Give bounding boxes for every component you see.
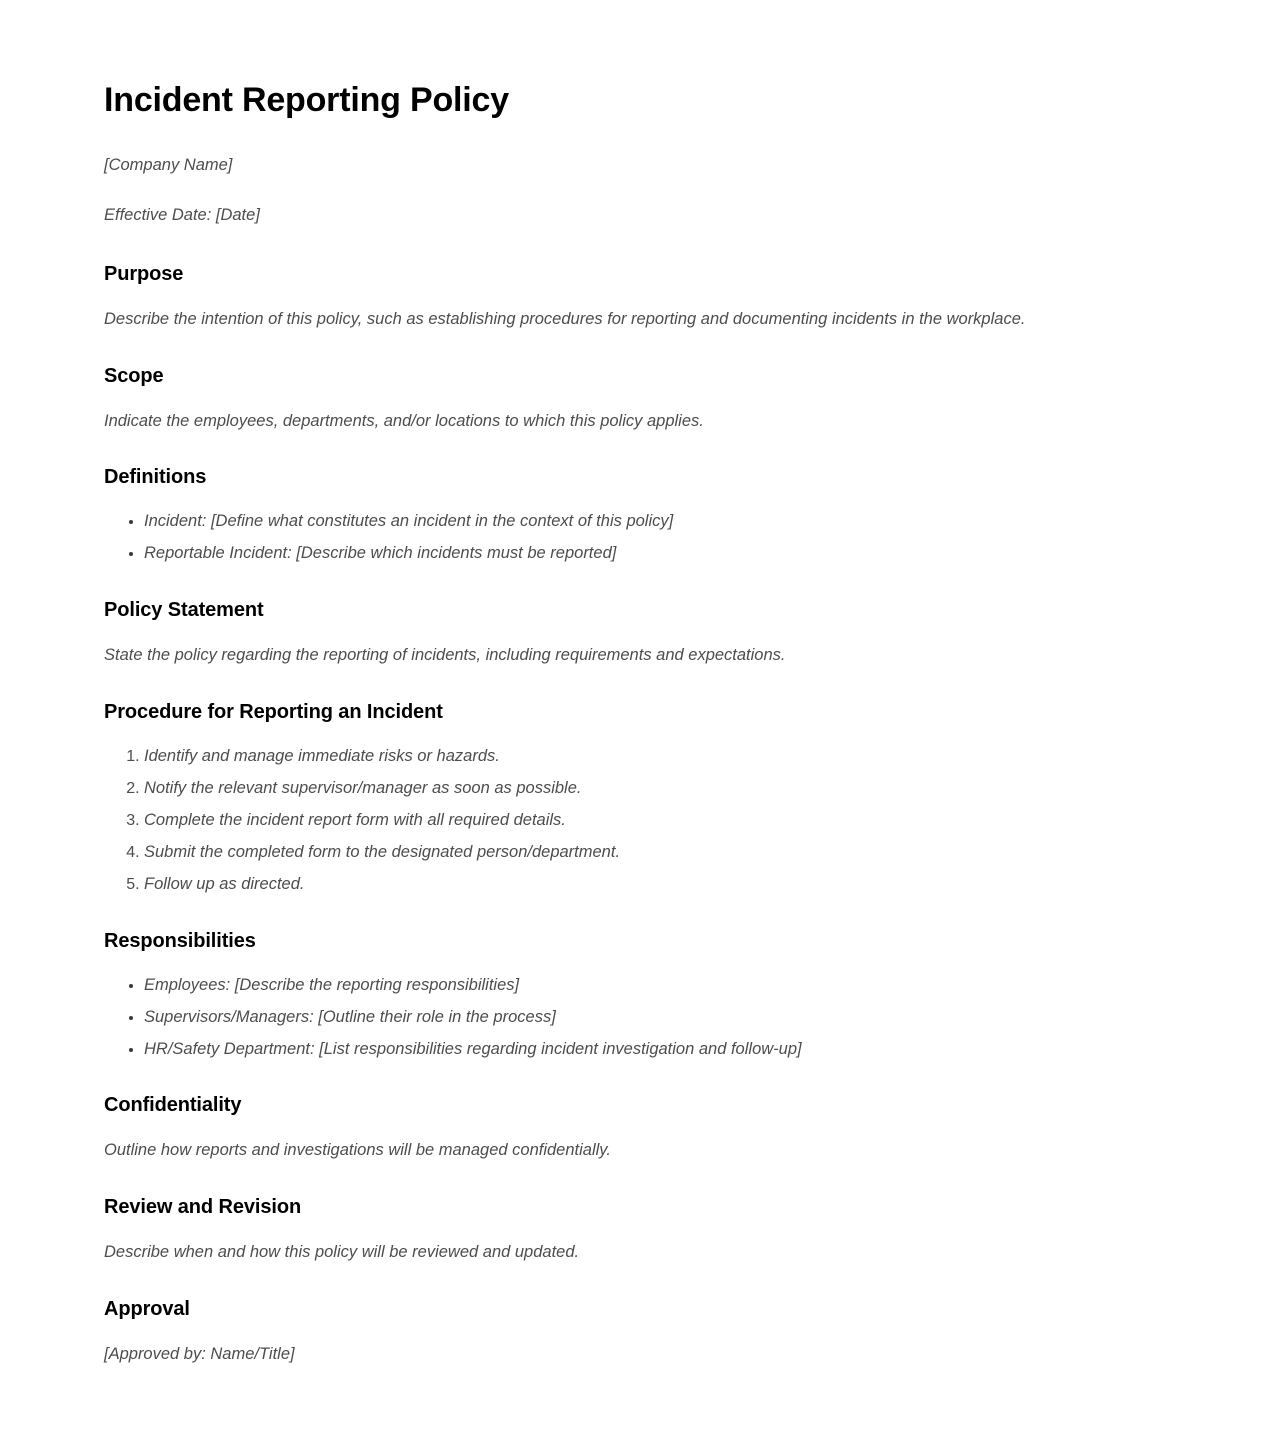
- section-spacer: [104, 1061, 1083, 1093]
- section-responsibilities: [104, 929, 1083, 1062]
- section-procedure: [104, 700, 1083, 897]
- page-title: Incident Reporting Policy: [104, 81, 509, 119]
- section-heading-responsibilities: Responsibilities: [104, 929, 256, 952]
- section-definitions: [104, 465, 1083, 566]
- section-heading-review-and-revision: Review and Revision: [104, 1196, 302, 1219]
- section-heading-policy-statement: Policy Statement: [104, 599, 264, 622]
- section-spacer: [104, 433, 1083, 465]
- section-confidentiality: [104, 1093, 1083, 1163]
- responsibilities-list: [104, 974, 1083, 1062]
- section-spacer: [104, 332, 1083, 364]
- list-item: • Employees: [Describe the reporting responsibilities]: [144, 974, 1083, 998]
- list-item: 4. Submit the completed form to the designated person/department.: [144, 841, 1083, 865]
- section-scope: [104, 364, 1083, 434]
- section-spacer: [104, 897, 1083, 929]
- list-item: • Incident: [Define what constitutes an incident in the context of this policy]: [144, 510, 1083, 534]
- list-item: 1. Identify and manage immediate risks or hazards.: [144, 745, 1083, 769]
- section-body-purpose: Describe the intention of this policy, such as establishing procedures for reporting and documenting incidents in the workplace.: [104, 309, 1026, 328]
- section-body-approval: [Approved by: Name/Title]: [104, 1344, 295, 1363]
- list-item: 5. Follow up as directed.: [144, 873, 1083, 897]
- section-policy-statement: [104, 598, 1083, 668]
- section-review-and-revision: [104, 1195, 1083, 1265]
- procedure-steps-list: [104, 745, 1083, 897]
- list-item: 3. Complete the incident report form with all required details.: [144, 809, 1083, 833]
- list-item: • Supervisors/Managers: [Outline their role in the process]: [144, 1006, 1083, 1030]
- section-heading-definitions: Definitions: [104, 466, 207, 489]
- section-heading-procedure: Procedure for Reporting an Incident: [104, 701, 443, 724]
- company-name: [Company Name]: [104, 156, 233, 175]
- list-item: 2. Notify the relevant supervisor/manager as soon as possible.: [144, 777, 1083, 801]
- effective-date: Effective Date: [Date]: [104, 206, 260, 225]
- section-purpose: [104, 262, 1083, 332]
- section-approval: [104, 1297, 1083, 1367]
- section-body-policy-statement: State the policy regarding the reporting of incidents, including requirements and expectations.: [104, 646, 786, 665]
- section-heading-purpose: Purpose: [104, 262, 184, 285]
- section-spacer: [104, 1265, 1083, 1297]
- section-body-confidentiality: Outline how reports and investigations will be managed confidentially.: [104, 1141, 611, 1160]
- section-body-scope: Indicate the employees, departments, and/or locations to which this policy applies.: [104, 411, 704, 430]
- section-spacer: [104, 1163, 1083, 1195]
- section-heading-confidentiality: Confidentiality: [104, 1094, 242, 1117]
- section-body-review-and-revision: Describe when and how this policy will be reviewed and updated.: [104, 1243, 580, 1262]
- section-heading-approval: Approval: [104, 1297, 190, 1320]
- section-spacer: [104, 566, 1083, 598]
- definitions-list: [104, 510, 1083, 566]
- list-item: • HR/Safety Department: [List responsibilities regarding incident investigation and follow-up]: [144, 1038, 1083, 1062]
- section-heading-scope: Scope: [104, 364, 164, 387]
- list-item: • Reportable Incident: [Describe which incidents must be reported]: [144, 542, 1083, 566]
- section-spacer: [104, 668, 1083, 700]
